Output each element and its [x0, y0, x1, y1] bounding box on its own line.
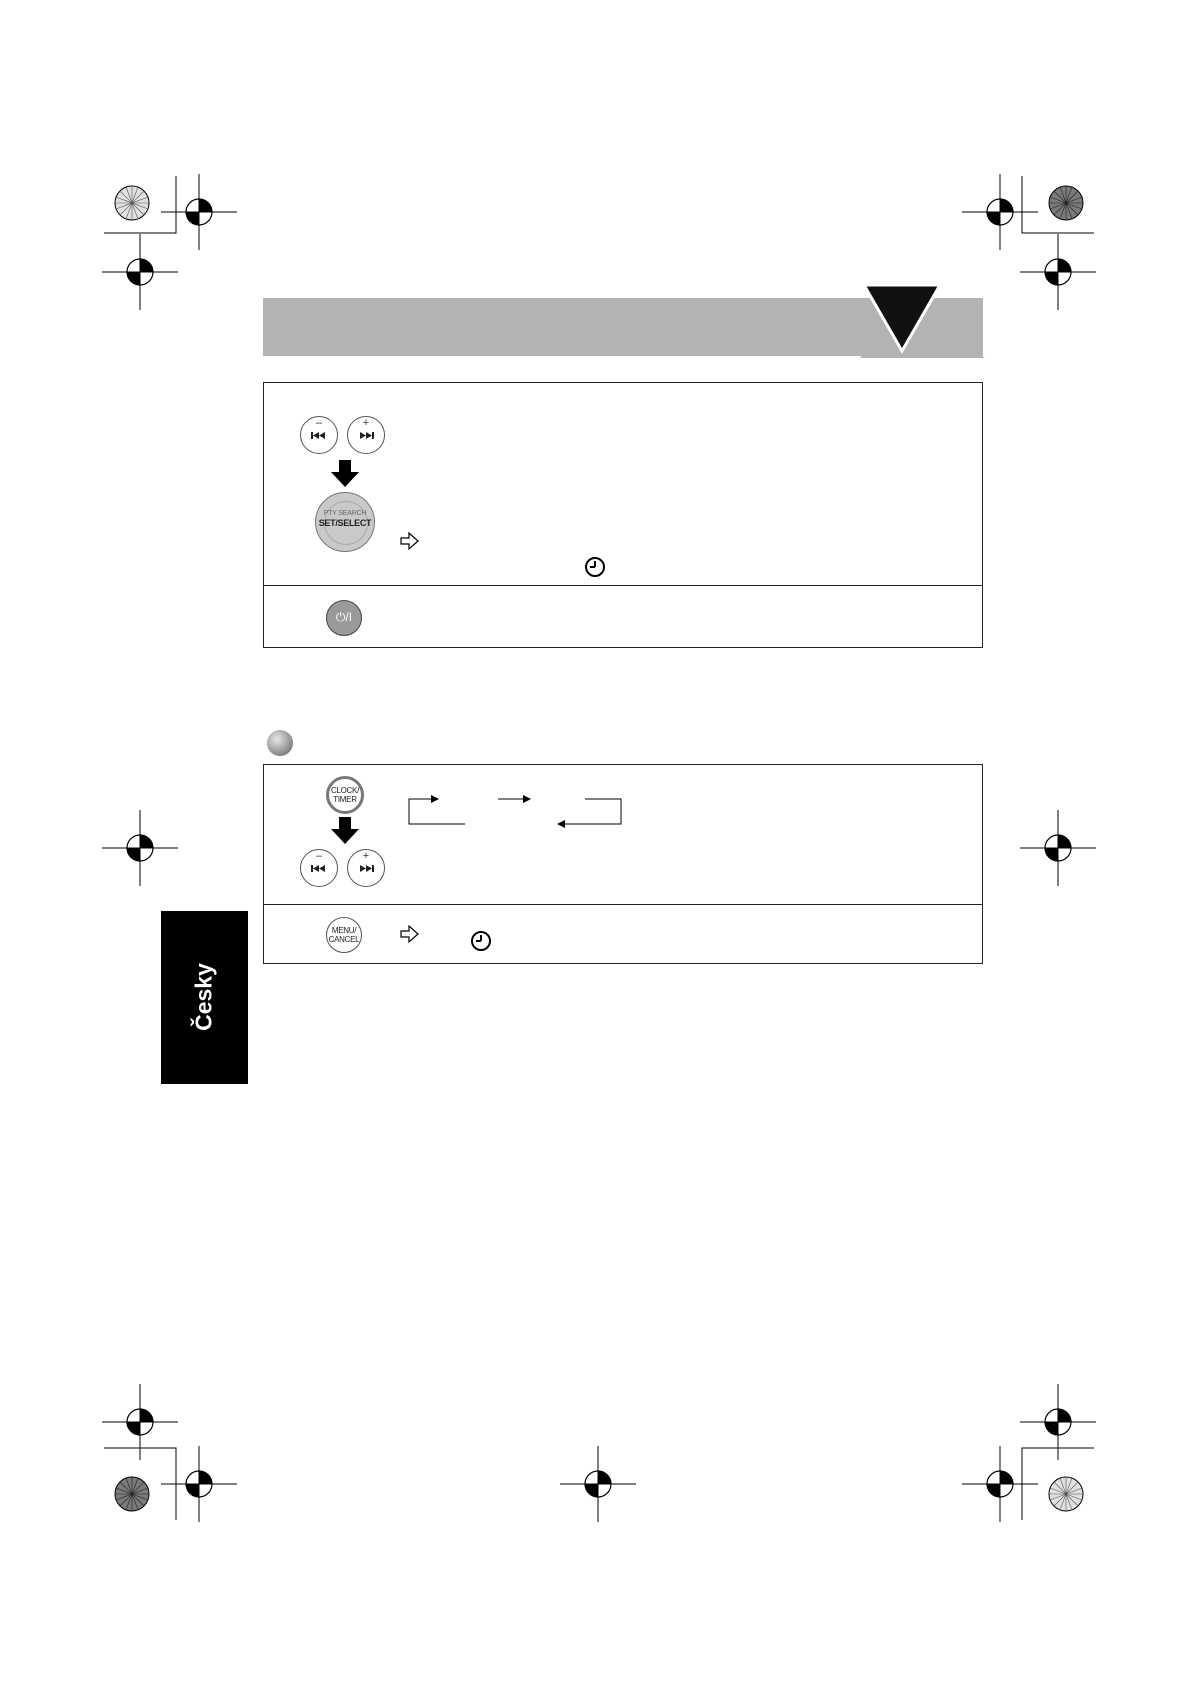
box2-divider	[263, 904, 983, 905]
clock-timer-label: CLOCK/ TIMER	[331, 786, 359, 804]
next-button[interactable]	[347, 849, 385, 887]
menu-cancel-button[interactable]	[326, 917, 362, 953]
pty-search-label: PTY SEARCH	[323, 510, 367, 517]
header-triangle-icon	[860, 283, 985, 358]
plus-sign: +	[362, 850, 370, 862]
next-button[interactable]	[347, 416, 385, 454]
down-arrow-icon	[331, 460, 359, 488]
set-select-label: SET/SELECT	[318, 518, 372, 528]
set-select-button[interactable]	[315, 492, 375, 552]
cycle-diagram	[405, 790, 625, 830]
language-label: Česky	[190, 963, 217, 1031]
skip-back-icon	[301, 417, 337, 453]
previous-button[interactable]	[300, 416, 338, 454]
power-button[interactable]: ⏻/I	[326, 600, 362, 636]
menu-cancel-label: MENU/ CANCEL	[328, 926, 360, 944]
clock-timer-button[interactable]	[326, 776, 364, 814]
skip-back-icon	[301, 850, 337, 886]
previous-button[interactable]	[300, 849, 338, 887]
hollow-arrow-icon	[400, 925, 420, 943]
hollow-arrow-icon	[400, 532, 420, 550]
minus-sign: –	[315, 850, 323, 862]
clock-icon	[470, 930, 492, 952]
skip-forward-icon	[348, 850, 384, 886]
language-tab	[161, 911, 248, 1084]
plus-sign: +	[362, 417, 370, 429]
box1-divider	[263, 585, 983, 586]
down-arrow-icon	[331, 817, 359, 845]
section-bullet-icon	[267, 730, 293, 756]
skip-forward-icon	[348, 417, 384, 453]
clock-icon	[584, 556, 606, 578]
minus-sign: –	[315, 417, 323, 429]
